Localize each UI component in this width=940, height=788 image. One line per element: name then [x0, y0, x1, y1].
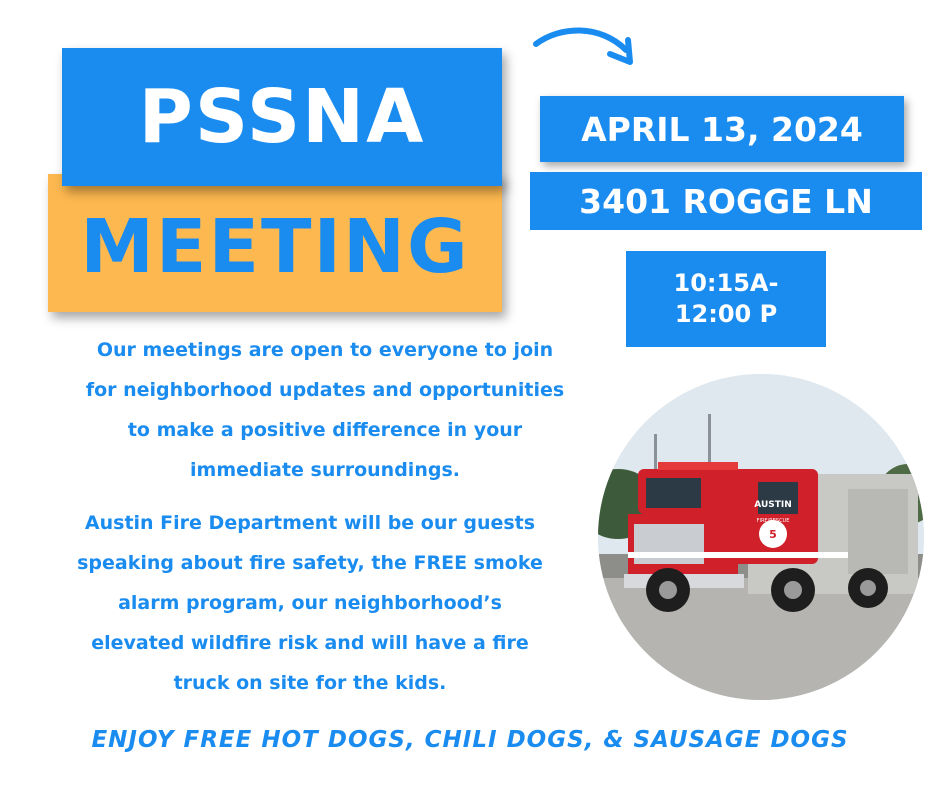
date-banner	[540, 96, 904, 162]
curved-arrow-icon	[530, 20, 640, 72]
fire-line: elevated wildfire risk and will have a fire	[91, 632, 529, 654]
intro-line: for neighborhood updates and opportunities	[85, 379, 565, 401]
intro-line: to make a positive difference in your	[127, 419, 523, 441]
event-address: 3401 ROGGE LN	[579, 181, 873, 221]
event-time-end: 12:00 P	[674, 300, 778, 328]
fire-line: Austin Fire Department will be our guests	[84, 512, 536, 534]
title-banner	[62, 48, 502, 186]
fire-line: alarm program, our neighborhood’s	[118, 592, 502, 614]
event-time-start: 10:15A-	[673, 269, 779, 297]
fire-line: speaking about fire safety, the FREE smoke	[77, 552, 543, 574]
fire-truck-illustration	[598, 374, 924, 700]
intro-line: Our meetings are open to everyone to join	[96, 339, 554, 361]
truck-unit-number: 5	[769, 528, 777, 541]
address-banner	[530, 172, 922, 230]
fire-department-paragraph	[20, 503, 600, 703]
fire-line: truck on site for the kids.	[173, 672, 447, 694]
fire-truck-photo	[598, 374, 924, 700]
truck-door-subtext: FIRE/RESCUE	[756, 518, 790, 524]
subtitle-banner	[48, 174, 502, 312]
page-subtitle: MEETING	[80, 204, 470, 290]
time-banner	[626, 251, 826, 347]
event-date: APRIL 13, 2024	[581, 109, 863, 149]
event-time	[646, 268, 806, 330]
truck-door-text: AUSTIN	[754, 500, 792, 510]
page-title: PSSNA	[138, 74, 426, 160]
footer-food-text: ENJOY FREE HOT DOGS, CHILI DOGS, & SAUSAGE DOGS	[91, 727, 849, 753]
intro-paragraph	[20, 330, 630, 490]
intro-line: immediate surroundings.	[190, 459, 460, 481]
